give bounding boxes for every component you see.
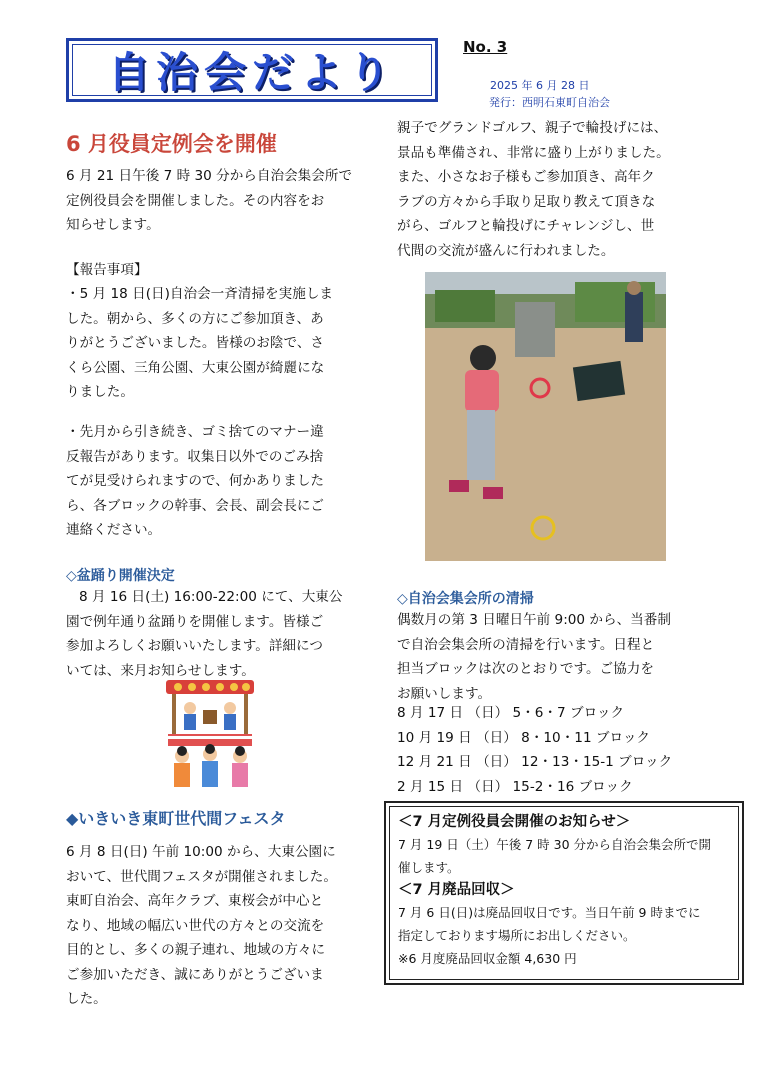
masthead-frame [66,38,438,102]
festa-text-continued: 親子でグランドゴルフ、親子で輪投げには、 景品も準備され、非常に盛り上がりました。 また、小さなお子様もご参加頂き、高年ク ラブの方々から手取り足取り教えて頂きな がら、ゴルフと輪投げにチャレンジし、世 代間の交流が盛んに行われました。 [397,120,670,259]
notice-box [384,801,744,985]
festa-photo [425,272,666,561]
notice-recycling-heading: ＜7 月廃品回収＞ [398,882,515,898]
clean-text: 偶数月の第 3 日曜日午前 9:00 から、当番制 で自治会集会所の清掃を行います。日程と 担当ブロックは次のとおりです。ご協力を お願いします。 [397,612,671,702]
notice-recycling-amount: ※6 月度廃品回収金額 4,630 円 [398,951,577,966]
meeting-intro: 6 月 21 日午後 7 時 30 分から自治会集会所で 定例役員会を開催しました。その内容をお 知らせします。 [66,168,353,233]
schedule-item: 2 月 15 日 （日） 15-2・16 ブロック [397,778,633,795]
festa-text: 6 月 8 日(日) 午前 10:00 から、大東公園に おいて、世代間フェスタが開催されました。 東町自治会、高年クラブ、東桜会が中心と なり、地域の幅広い世代の方々との交流を 目的とし、多くの親子連れ、地域の方々に ご参加いただき、誠にありがとうございま した。 [66,844,337,1007]
bon-odori-text: 8 月 16 日(土) 16:00-22:00 にて、大東公 園で例年通り盆踊りを開催します。皆様ご 参加よろしくお願いいたします。詳細につ いては、来月お知らせします。 [66,589,343,679]
publisher: 発行：西明石東町自治会 [489,96,610,109]
bon-odori-illustration [160,676,260,790]
report-label: 【報告事項】 [66,262,148,278]
festa-heading: ◆いきいき東町世代間フェスタ [66,809,286,828]
issue-number: No. 3 [463,38,508,56]
clean-schedule [397,701,727,799]
schedule-item: 10 月 19 日 （日） 8・10・11 ブロック [397,729,651,746]
report-item-garbage: ・先月から引き続き、ゴミ捨てのマナー違 反報告があります。収集日以外でのごみ捨 てが見受けられますので、何かありました ら、各ブロックの幹事、会長、副会長にご 連絡ください。 [66,424,325,538]
masthead-inner-frame [72,44,432,96]
schedule-item: 8 月 17 日 （日） 5・6・7 ブロック [397,705,625,721]
newsletter-title: 自治会だより [107,48,396,97]
bon-odori-heading: ◇盆踊り開催決定 [66,568,175,584]
schedule-item: 12 月 21 日 （日） 12・13・15-1 ブロック [397,754,673,770]
notice-recycling-text: 7 月 6 日(日)は廃品回収日です。当日午前 9 時までに 指定しております場所にお出しください。 [398,905,701,943]
clean-heading: ◇自治会集会所の清掃 [397,591,534,607]
notice-meeting-heading: ＜7 月定例役員会開催のお知らせ＞ [398,814,631,830]
notice-box-inner [389,806,739,980]
notice-meeting-text: 7 月 19 日（土）午後 7 時 30 分から自治会集会所で開 催します。 [398,837,712,875]
report-item-cleanup: ・5 月 18 日(日)自治会一斉清掃を実施しま した。朝から、多くの方にご参加頂き、あ りがとうございました。皆様のお陰で、さ くら公園、三角公園、大東公園が綺麗にな りました。 [66,286,334,400]
meeting-heading: 6 月役員定例会を開催 [66,132,277,156]
issue-date: 2025 年 6 月 28 日 [490,79,590,92]
